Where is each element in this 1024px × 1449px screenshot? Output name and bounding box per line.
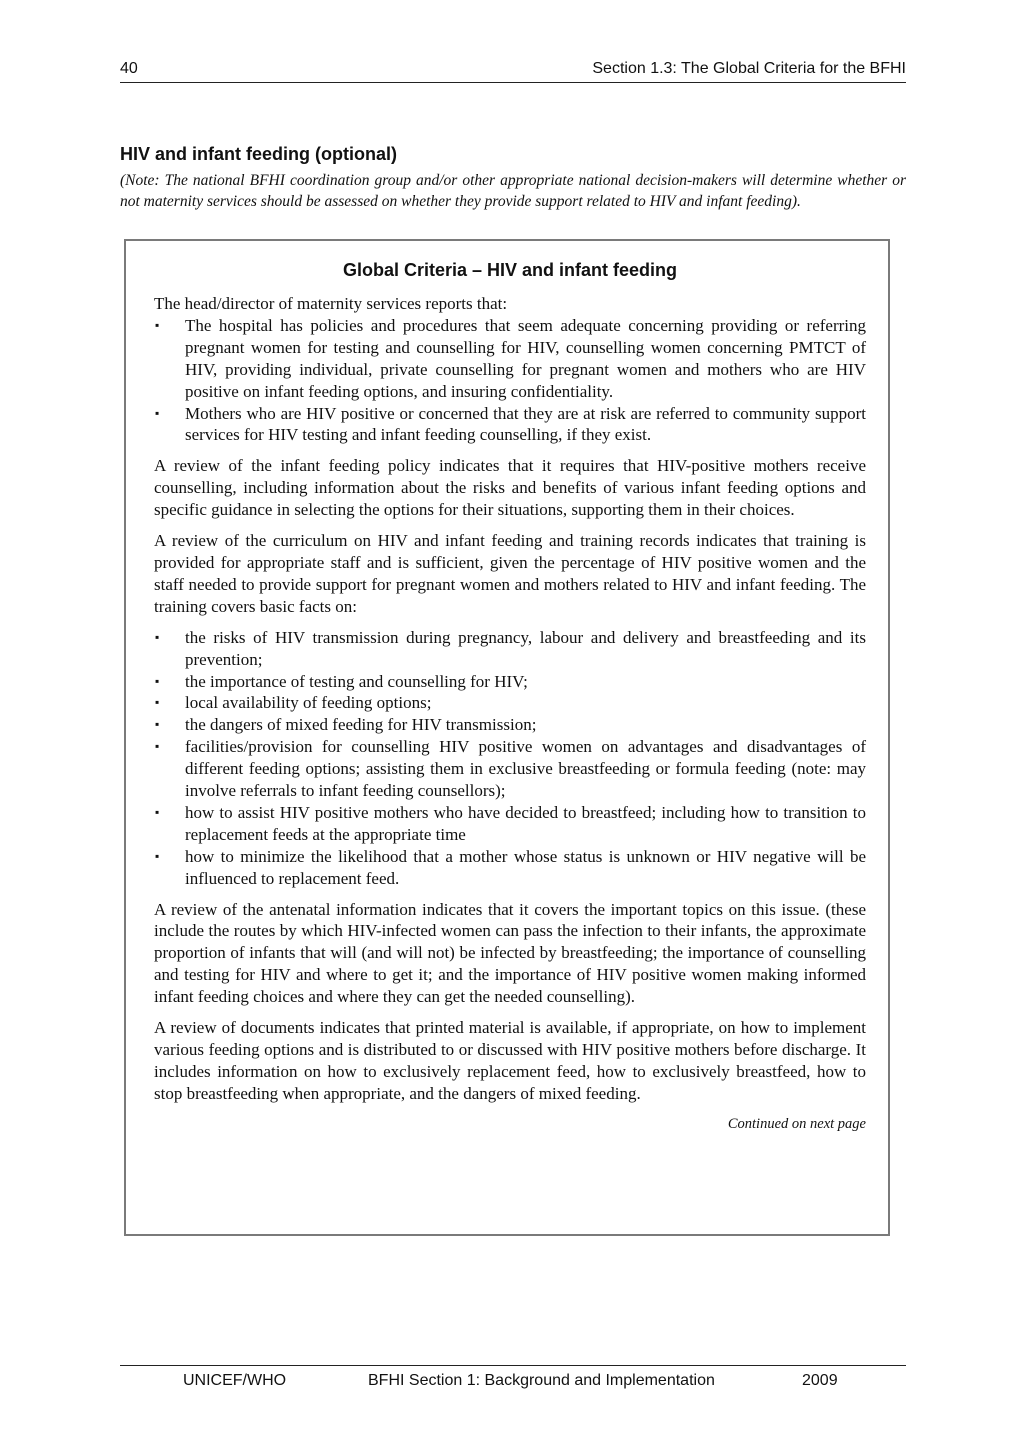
footer-year: 2009 [802, 1372, 838, 1389]
list-item: ▪ the risks of HIV transmission during pregnancy, labour and delivery and breastfeeding and its prevention; [155, 627, 866, 669]
page-footer [120, 1365, 906, 1396]
list-item: ▪ how to assist HIV positive mothers who have decided to breastfeed; including how to transition to replacement feeds at the appropriate time [155, 802, 866, 844]
page-header [120, 58, 906, 83]
bullet-icon: ▪ [155, 317, 160, 332]
continued-note: Continued on next page [727, 1115, 866, 1132]
training-list [154, 627, 866, 890]
criteria-title: Global Criteria – HIV and infant feeding [342, 260, 678, 280]
report-list [154, 315, 866, 446]
curriculum-review-paragraph: A review of the curriculum on HIV and infant feeding and training records indicates that training is provided for appropriate staff and is sufficient, given the percentage of HIV positive women and the staff needed to provide support for pregnant women and mothers related to HIV and infant feeding. The training covers basic facts on: [154, 531, 866, 616]
criteria-content [154, 257, 866, 1136]
antenatal-review-paragraph: A review of the antenatal information indicates that it covers the important topics on this issue. (these include the routes by which HIV-infected women can pass the infection to their infants, the approximate proportion of infants that will (and will not) be infected by breastfeeding; the importance of counselling and testing for HIV and where to get it; and the importance of HIV positive women making informed infant feeding choices and where they can get the needed counselling). [154, 899, 866, 1007]
page-number: 40 [120, 60, 138, 77]
documents-review-paragraph: A review of documents indicates that printed material is available, if appropriate, on how to implement various feeding options and is distributed to or discussed with HIV positive mothers before discharge. It includes information on how to exclusively replacement feed, how to exclusively breastfeed, how to stop breastfeeding when appropriate, and the dangers of mixed feeding. [154, 1018, 866, 1103]
list-item: ▪ local availability of feeding options; [155, 693, 432, 713]
footer-org: UNICEF/WHO [183, 1372, 287, 1389]
list-item: ▪ the importance of testing and counselling for HIV; [155, 671, 528, 691]
bullet-icon: ▪ [155, 804, 160, 819]
footer-title: BFHI Section 1: Background and Implementation [368, 1372, 715, 1389]
section-title: Section 1.3: The Global Criteria for the BFHI [592, 60, 906, 77]
report-intro: The head/director of maternity services reports that: [154, 294, 508, 313]
list-item: ▪ how to minimize the likelihood that a mother whose status is unknown or HIV negative will be influenced to replacement feed. [155, 846, 866, 888]
policy-review-paragraph: A review of the infant feeding policy indicates that it requires that HIV-positive mothers receive counselling, including information about the risks and benefits of various infant feeding options and specific guidance in selecting the options for their situations, supporting them in their choices. [154, 456, 866, 520]
list-item: ▪ facilities/provision for counselling HIV positive women on advantages and disadvantages of different feeding options; assisting them in exclusive breastfeeding or formula feeding (note: may involve referrals to infant feeding counsellors); [155, 737, 866, 801]
criteria-box [124, 239, 890, 1236]
list-item: ▪ Mothers who are HIV positive or concerned that they are at risk are referred to community support services for HIV testing and infant feeding counselling, if they exist. [155, 403, 866, 445]
bullet-icon: ▪ [155, 717, 160, 732]
bullet-icon: ▪ [155, 848, 160, 863]
section-heading: HIV and infant feeding (optional) [120, 144, 397, 164]
bullet-icon: ▪ [155, 739, 160, 754]
bullet-icon: ▪ [155, 695, 160, 710]
bullet-icon: ▪ [155, 405, 160, 420]
list-item: ▪ the dangers of mixed feeding for HIV transmission; [155, 715, 537, 735]
note-paragraph: (Note: The national BFHI coordination group and/or other appropriate national decision-makers will determine whether or not maternity services should be assessed on whether they provide support related to HIV and infant feeding). [120, 172, 906, 210]
list-item: ▪ The hospital has policies and procedures that seem adequate concerning providing or referring pregnant women for testing and counselling for HIV, counselling women concerning PMTCT of HIV, providing individual, private counselling for pregnant women and mothers who are HIV positive on infant feeding options, and insuring confidentiality. [155, 315, 866, 401]
bullet-icon: ▪ [155, 673, 160, 688]
bullet-icon: ▪ [155, 629, 160, 644]
